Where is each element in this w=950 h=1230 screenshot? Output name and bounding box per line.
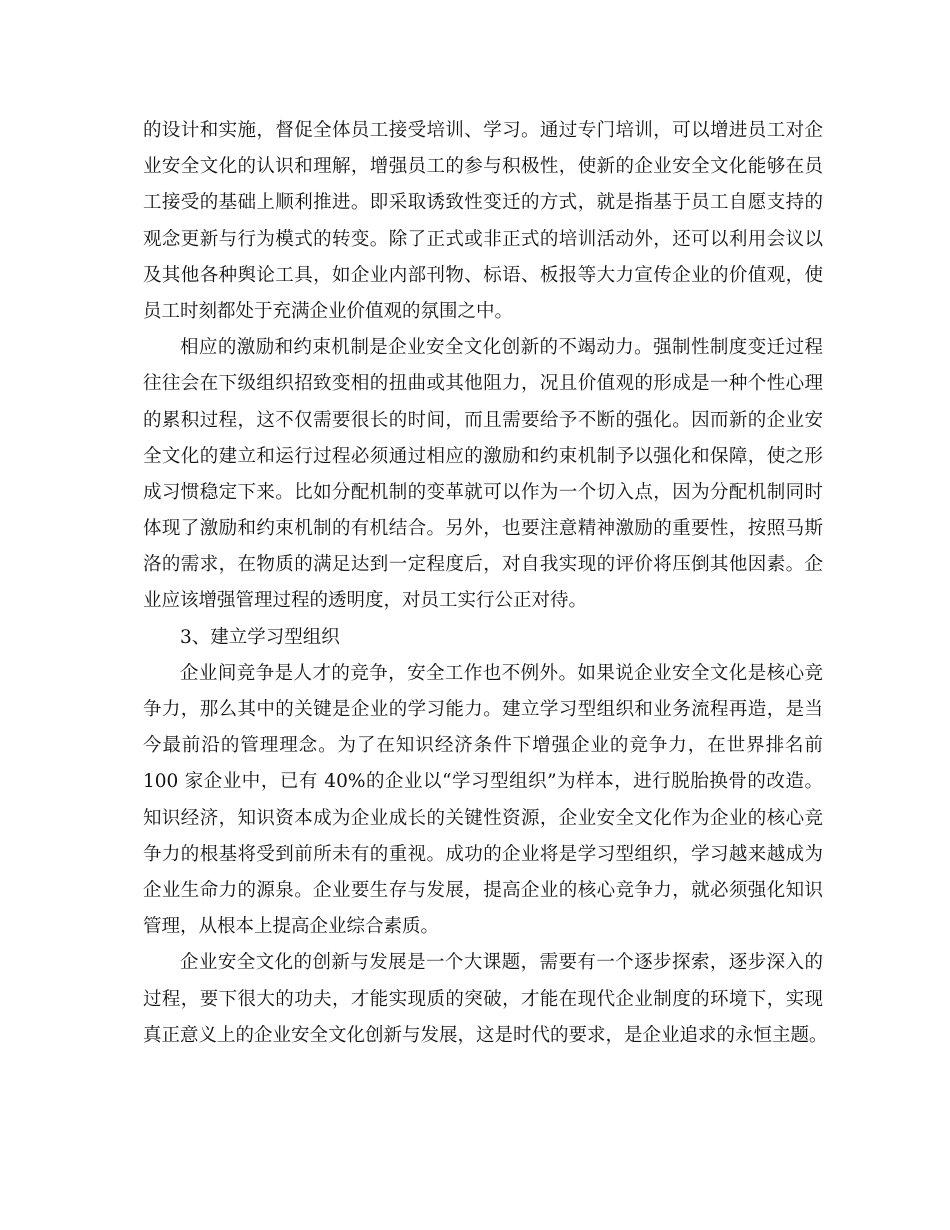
text-line: 的累积过程，这不仅需要很长的时间，而且需要给予不断的强化。因而新的企业安 — [143, 409, 823, 431]
document-body — [143, 113, 828, 1054]
text-line: 相应的激励和约束机制是企业安全文化创新的不竭动力。强制性制度变迁过程 — [180, 337, 823, 359]
text-line: 企业安全文化的创新与发展是一个大课题，需要有一个逐步探索，逐步深入的 — [180, 952, 823, 974]
text-line: 洛的需求，在物质的满足达到一定程度后，对自我实现的评价将压倒其他因素。企 — [143, 554, 823, 576]
text-line: 工接受的基础上顺利推进。即采取诱致性变迁的方式，就是指基于员工自愿支持的 — [143, 192, 823, 214]
text-line: 体现了激励和约束机制的有机结合。另外，也要注意精神激励的重要性，按照马斯 — [143, 518, 823, 540]
text-line: 3、建立学习型组织 — [180, 626, 340, 648]
paragraph — [143, 945, 828, 1054]
text-line: 业应该增强管理过程的透明度，对员工实行公正对待。 — [143, 590, 588, 612]
text-line: 业安全文化的认识和理解，增强员工的参与积极性，使新的企业安全文化能够在员 — [143, 156, 823, 178]
text-line: 过程，要下很大的功夫，才能实现质的突破，才能在现代企业制度的环境下，实现 — [143, 988, 823, 1010]
text-line: 100 家企业中，已有 40%的企业以“学习型组织”为样本，进行脱胎换骨的改造。 — [143, 771, 823, 793]
paragraph — [143, 330, 823, 620]
text-line: 争力，那么其中的关键是企业的学习能力。建立学习型组织和业务流程再造，是当 — [143, 699, 823, 720]
text-line: 成习惯稳定下来。比如分配机制的变革就可以作为一个切入点，因为分配机制同时 — [143, 481, 823, 503]
text-line: 今最前沿的管理理念。为了在知识经济条件下增强企业的竞争力，在世界排名前 — [143, 735, 823, 757]
text-line: 真正意义上的企业安全文化创新与发展，这是时代的要求，是企业追求的永恒主题。 — [143, 1024, 828, 1046]
paragraph — [143, 113, 823, 330]
text-line: 及其他各种舆论工具，如企业内部刊物、标语、板报等大力宣传企业的价值观，使 — [143, 264, 823, 286]
text-line: 企业生命力的源泉。企业要生存与发展，提高企业的核心竞争力，就必须强化知识 — [143, 879, 823, 901]
text-line: 企业间竞争是人才的竞争，安全工作也不例外。如果说企业安全文化是核心竞 — [180, 662, 823, 684]
text-line: 的设计和实施，督促全体员工接受培训、学习。通过专门培训，可以增进员工对企 — [143, 120, 823, 141]
text-line: 知识经济，知识资本成为企业成长的关键性资源，企业安全文化作为企业的核心竞 — [143, 807, 823, 829]
text-line: 往往会在下级组织招致变相的扭曲或其他阻力，况且价值观的形成是一种个性心理 — [143, 373, 823, 395]
text-line: 管理，从根本上提高企业综合素质。 — [143, 916, 440, 938]
paragraph — [143, 656, 823, 946]
text-line: 争力的根基将受到前所未有的重视。成功的企业将是学习型组织，学习越来越成为 — [143, 843, 823, 865]
text-line: 观念更新与行为模式的转变。除了正式或非正式的培训活动外，还可以利用会议以 — [143, 228, 823, 250]
text-line: 员工时刻都处于充满企业价值观的氛围之中。 — [143, 300, 514, 322]
paragraph — [143, 620, 823, 656]
text-line: 全文化的建立和运行过程必须通过相应的激励和约束机制予以强化和保障，使之形 — [143, 445, 823, 467]
